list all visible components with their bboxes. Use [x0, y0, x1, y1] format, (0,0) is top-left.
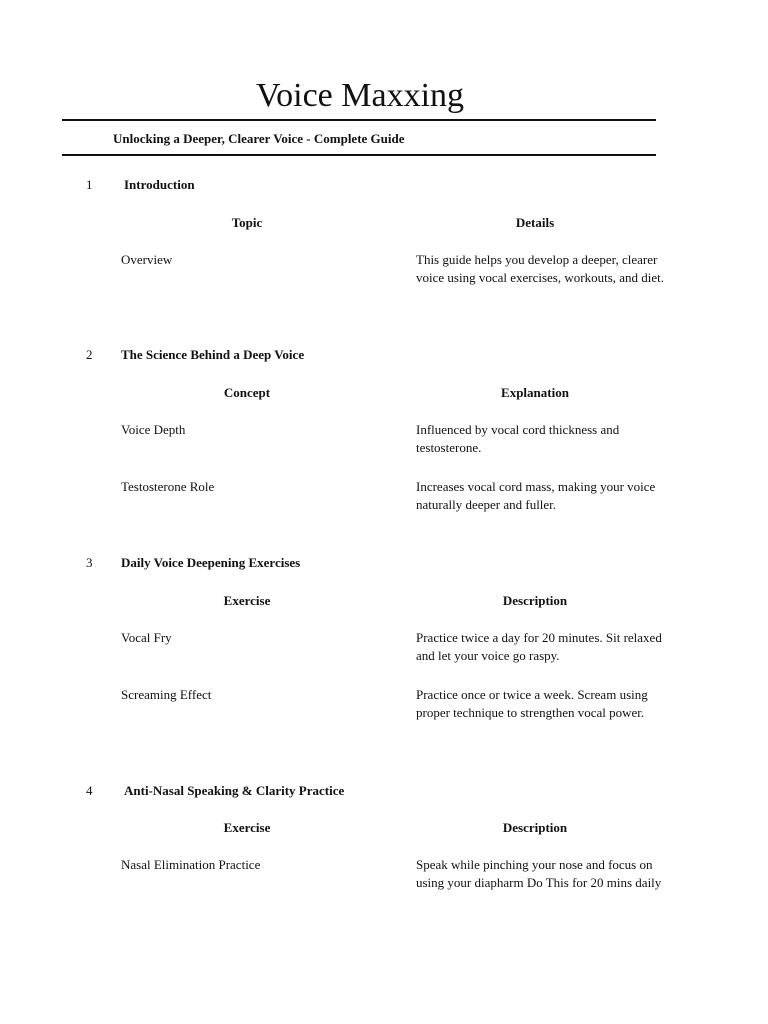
section-number: 4	[86, 783, 93, 798]
row-label: Screaming Effect	[121, 687, 212, 702]
row-label: Testosterone Role	[121, 479, 215, 494]
title-rule-bottom	[62, 154, 656, 156]
column-header-right: Details	[515, 215, 555, 230]
row-label: Overview	[121, 252, 173, 267]
column-header-left: Topic	[231, 215, 263, 230]
document-title: Voice Maxxing	[255, 77, 465, 114]
section-number: 2	[86, 347, 93, 362]
row-label: Voice Depth	[121, 422, 186, 437]
column-header-right: Explanation	[501, 385, 569, 400]
section-number: 1	[86, 177, 93, 192]
column-header-right: Description	[502, 593, 568, 608]
section-title: The Science Behind a Deep Voice	[121, 347, 305, 362]
section-title: Anti-Nasal Speaking & Clarity Practice	[124, 783, 345, 798]
title-rule-top	[62, 119, 656, 121]
row-text: Influenced by vocal cord thickness and testosterone.	[416, 422, 620, 455]
column-header-left: Exercise	[223, 593, 271, 608]
row-text: This guide helps you develop a deeper, clearer voice using vocal exercises, workouts, and diet.	[416, 252, 665, 285]
row-text: Practice once or twice a week. Scream using proper technique to strengthen vocal power.	[416, 687, 648, 720]
document-subtitle: Unlocking a Deeper, Clearer Voice - Complete Guide	[113, 131, 405, 146]
column-header-right: Description	[502, 820, 568, 835]
row-label: Nasal Elimination Practice	[121, 857, 261, 872]
row-text: Speak while pinching your nose and focus on using your diapharm Do This for 20 mins daily	[416, 857, 662, 890]
column-header-left: Exercise	[223, 820, 271, 835]
section-title: Daily Voice Deepening Exercises	[121, 555, 301, 570]
section-title: Introduction	[124, 177, 195, 192]
column-header-left: Concept	[223, 385, 271, 400]
row-text: Increases vocal cord mass, making your voice naturally deeper and fuller.	[416, 479, 656, 512]
row-text: Practice twice a day for 20 minutes. Sit relaxed and let your voice go raspy.	[416, 630, 662, 663]
row-label: Vocal Fry	[121, 630, 172, 645]
section-number: 3	[86, 555, 93, 570]
